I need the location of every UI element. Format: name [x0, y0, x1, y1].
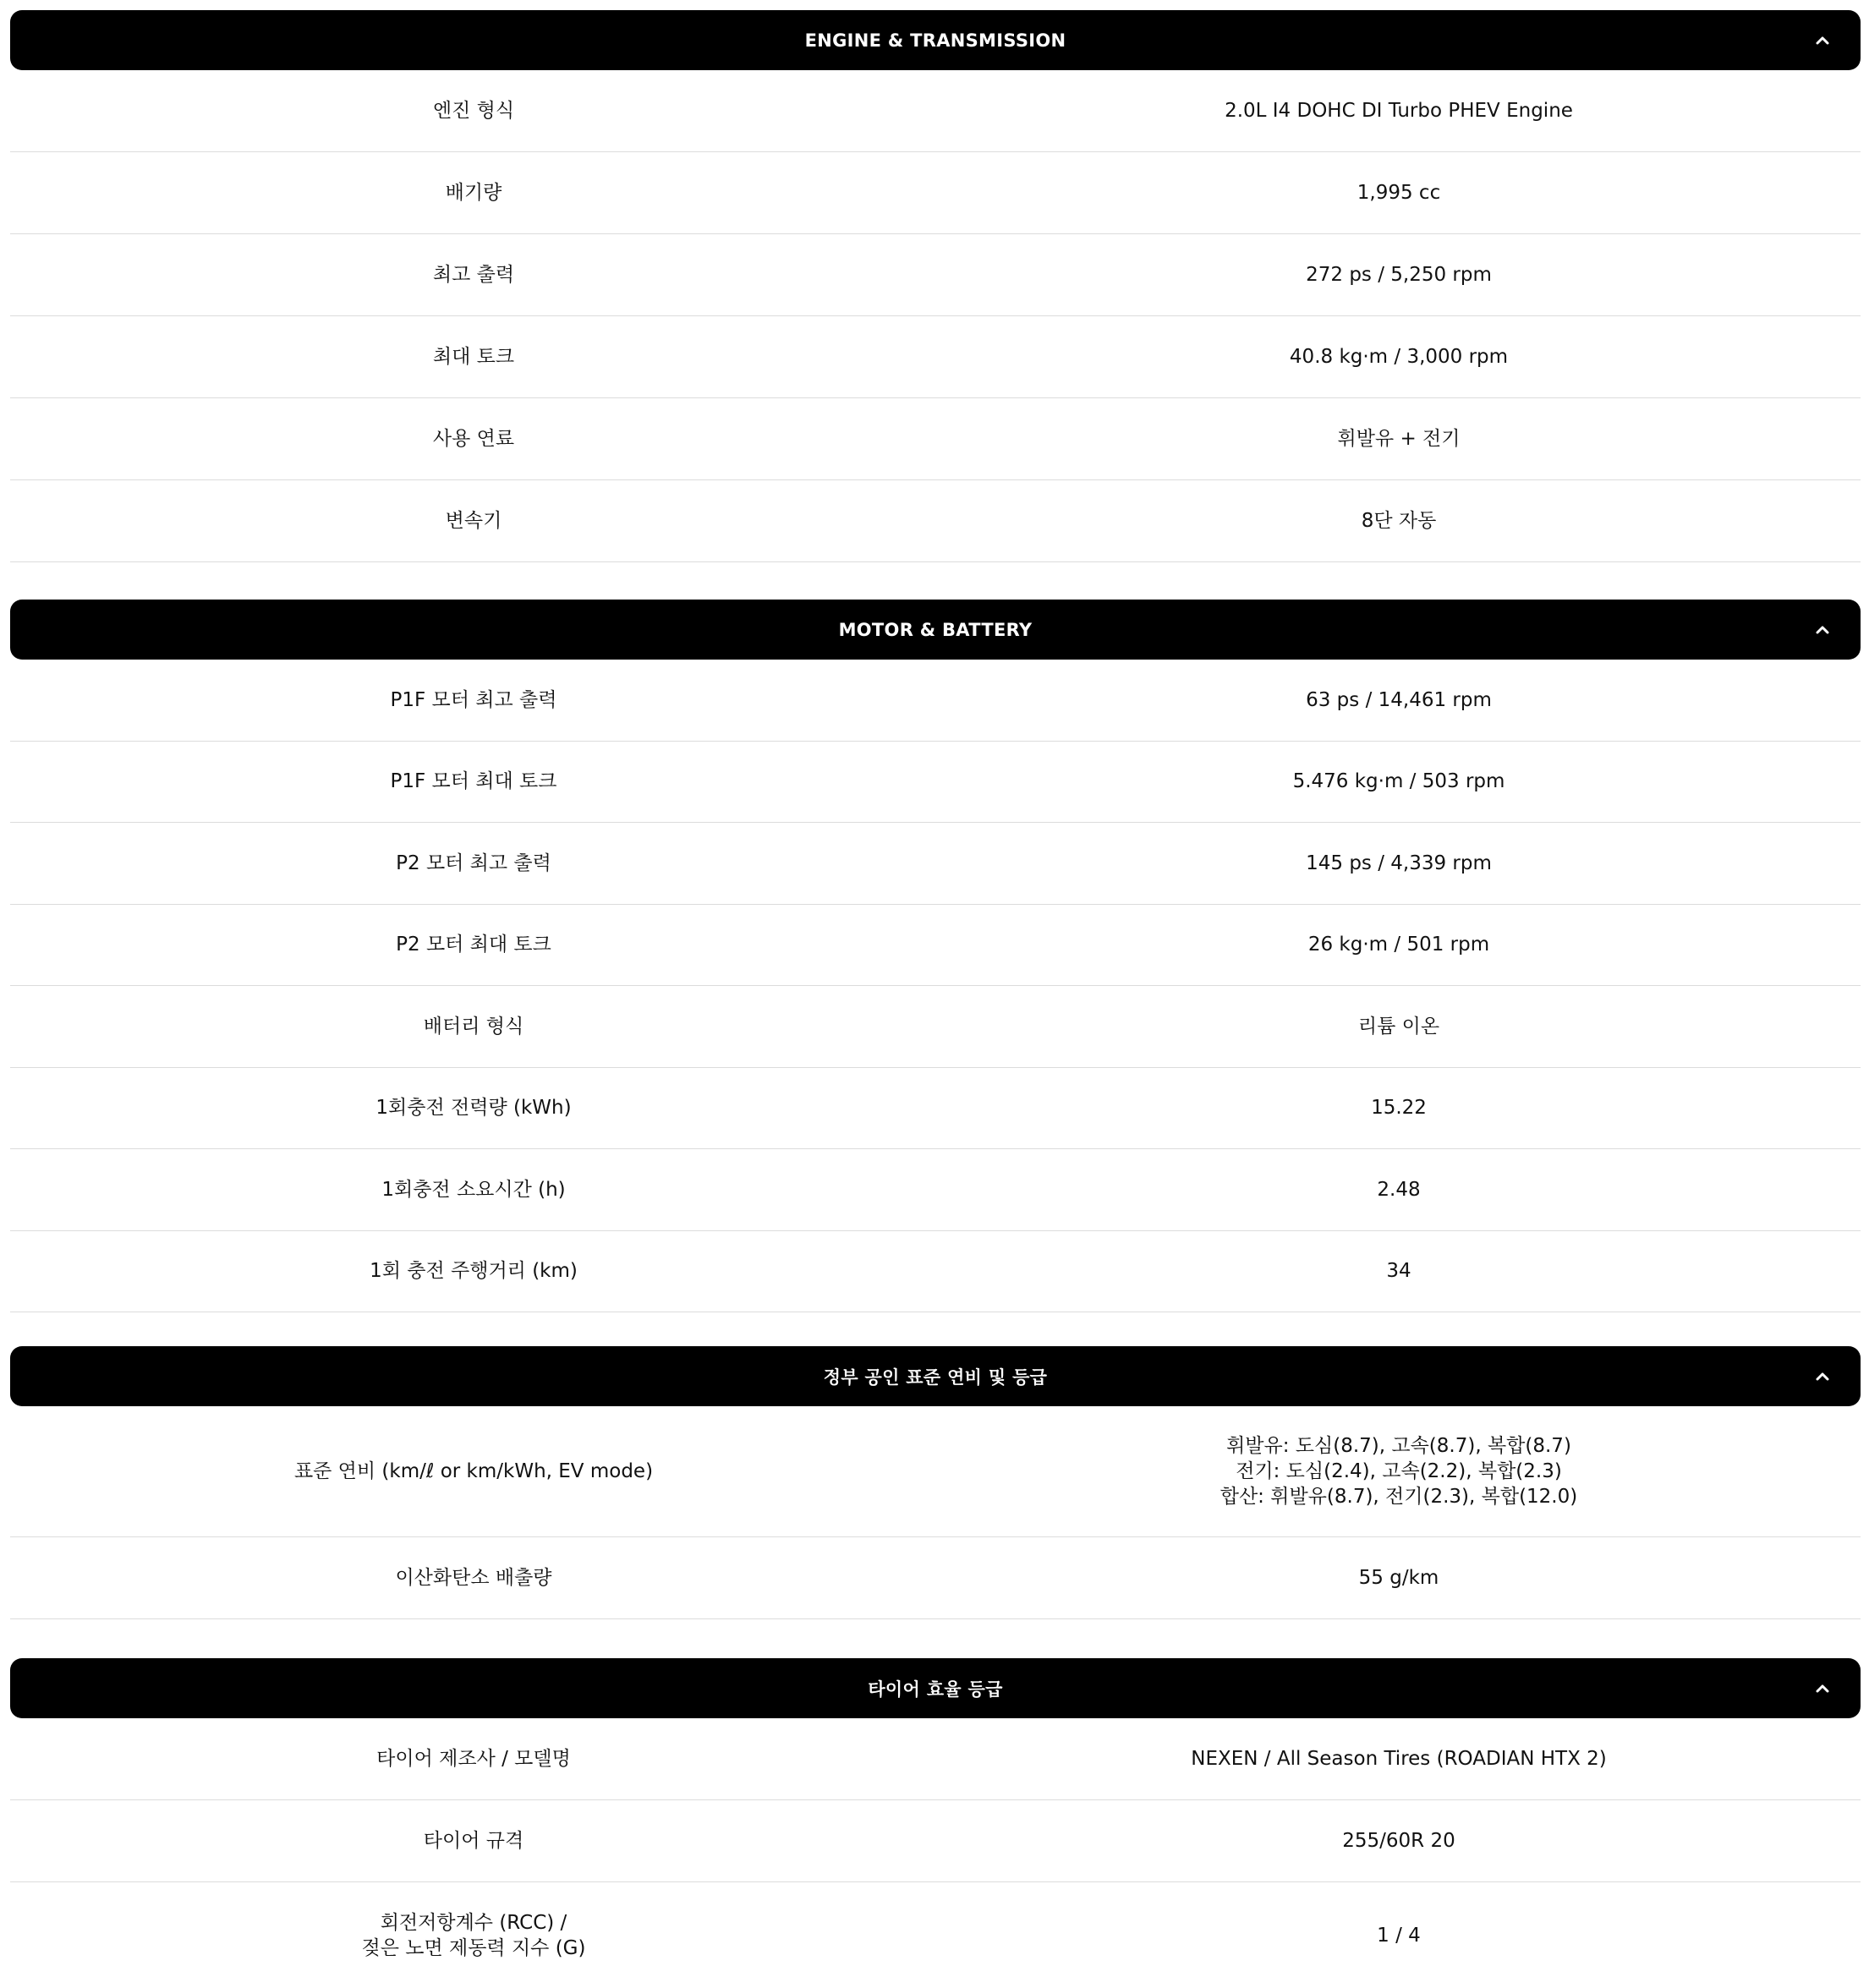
spec-row — [10, 1537, 1861, 1619]
section-fuel-economy — [10, 1346, 1861, 1619]
spec-value: 55 g/km — [1358, 1567, 1439, 1589]
section-title: 정부 공인 표준 연비 및 등급 — [823, 1366, 1048, 1388]
spec-label: 최대 토크 — [432, 346, 515, 368]
spec-value: 1 / 4 — [1377, 1924, 1421, 1947]
chevron-up-icon[interactable] — [1813, 621, 1832, 639]
spec-label: P2 모터 최대 토크 — [396, 934, 551, 956]
spec-row — [10, 316, 1861, 398]
spec-value: 255/60R 20 — [1342, 1830, 1455, 1852]
spec-value: 2.48 — [1377, 1178, 1421, 1201]
spec-value: 8단 자동 — [1361, 510, 1437, 532]
section-engine-transmission — [10, 10, 1861, 562]
spec-value: 26 kg·m / 501 rpm — [1307, 934, 1490, 956]
spec-label: P1F 모터 최고 출력 — [390, 688, 557, 711]
spec-value: 145 ps / 4,339 rpm — [1306, 852, 1492, 874]
spec-value: 40.8 kg·m / 3,000 rpm — [1289, 346, 1509, 368]
spec-value: 34 — [1386, 1260, 1411, 1283]
spec-label: 1회충전 소요시간 (h) — [381, 1178, 566, 1201]
spec-row — [10, 398, 1861, 480]
section-header-motor-battery[interactable] — [10, 600, 1861, 660]
spec-label: 이산화탄소 배출량 — [395, 1567, 552, 1589]
spec-row — [10, 1800, 1861, 1882]
section-motor-battery — [10, 600, 1861, 1312]
spec-row — [10, 742, 1861, 824]
spec-label-line: 젖은 노면 제동력 지수 (G) — [361, 1936, 586, 1959]
chevron-up-icon[interactable] — [1813, 31, 1832, 50]
spec-value: 휘발유 + 전기 — [1337, 428, 1461, 450]
spec-row — [10, 905, 1861, 987]
spec-value: 63 ps / 14,461 rpm — [1306, 688, 1492, 711]
spec-row — [10, 480, 1861, 562]
spec-label: 최고 출력 — [432, 264, 515, 286]
spec-value-multiline — [937, 1433, 1861, 1509]
spec-label: 표준 연비 (km/ℓ or km/kWh, EV mode) — [293, 1460, 654, 1482]
spec-label: 타이어 규격 — [423, 1830, 524, 1852]
spec-row — [10, 70, 1861, 152]
spec-row — [10, 234, 1861, 316]
spec-value-line: 휘발유: 도심(8.7), 고속(8.7), 복합(8.7) — [1226, 1435, 1571, 1457]
spec-label: 엔진 형식 — [432, 100, 515, 122]
spec-row — [10, 1149, 1861, 1231]
spec-label: 배터리 형식 — [423, 1015, 524, 1038]
chevron-up-icon[interactable] — [1813, 1367, 1832, 1386]
spec-label: 사용 연료 — [432, 428, 515, 450]
spec-label-line: 회전저항계수 (RCC) / — [380, 1911, 567, 1934]
spec-label: 1회충전 전력량 (kWh) — [375, 1097, 572, 1120]
spec-value: NEXEN / All Season Tires (ROADIAN HTX 2) — [1191, 1748, 1607, 1770]
spec-value-line: 합산: 휘발유(8.7), 전기(2.3), 복합(12.0) — [1220, 1486, 1578, 1508]
spec-label: 변속기 — [445, 510, 502, 532]
spec-value: 272 ps / 5,250 rpm — [1306, 264, 1492, 286]
section-title: ENGINE & TRANSMISSION — [804, 30, 1066, 51]
spec-row — [10, 660, 1861, 742]
section-tire-efficiency — [10, 1658, 1861, 1988]
spec-label: 배기량 — [445, 182, 502, 204]
spec-row — [10, 1882, 1861, 1988]
section-title: 타이어 효율 등급 — [868, 1679, 1003, 1700]
section-header-fuel-economy[interactable] — [10, 1346, 1861, 1406]
spec-row — [10, 1068, 1861, 1150]
section-header-engine-transmission[interactable] — [10, 10, 1861, 70]
section-header-tire-efficiency[interactable] — [10, 1658, 1861, 1718]
spec-value: 리튬 이온 — [1357, 1015, 1440, 1038]
spec-row — [10, 1231, 1861, 1313]
spec-label: P2 모터 최고 출력 — [396, 852, 551, 874]
spec-row — [10, 1718, 1861, 1800]
spec-row — [10, 823, 1861, 905]
spec-row — [10, 1406, 1861, 1537]
spec-row — [10, 152, 1861, 234]
spec-row — [10, 986, 1861, 1068]
section-title: MOTOR & BATTERY — [838, 619, 1033, 640]
chevron-up-icon[interactable] — [1813, 1679, 1832, 1698]
spec-value: 15.22 — [1371, 1097, 1427, 1120]
spec-value: 5.476 kg·m / 503 rpm — [1292, 770, 1505, 793]
spec-value: 2.0L I4 DOHC DI Turbo PHEV Engine — [1225, 100, 1573, 122]
spec-value-line: 전기: 도심(2.4), 고속(2.2), 복합(2.3) — [1236, 1460, 1562, 1482]
spec-value: 1,995 cc — [1357, 182, 1441, 204]
spec-label-multiline — [10, 1910, 937, 1961]
spec-label: 타이어 제조사 / 모델명 — [376, 1748, 571, 1770]
spec-label: P1F 모터 최대 토크 — [390, 770, 557, 793]
spec-label: 1회 충전 주행거리 (km) — [370, 1260, 578, 1283]
